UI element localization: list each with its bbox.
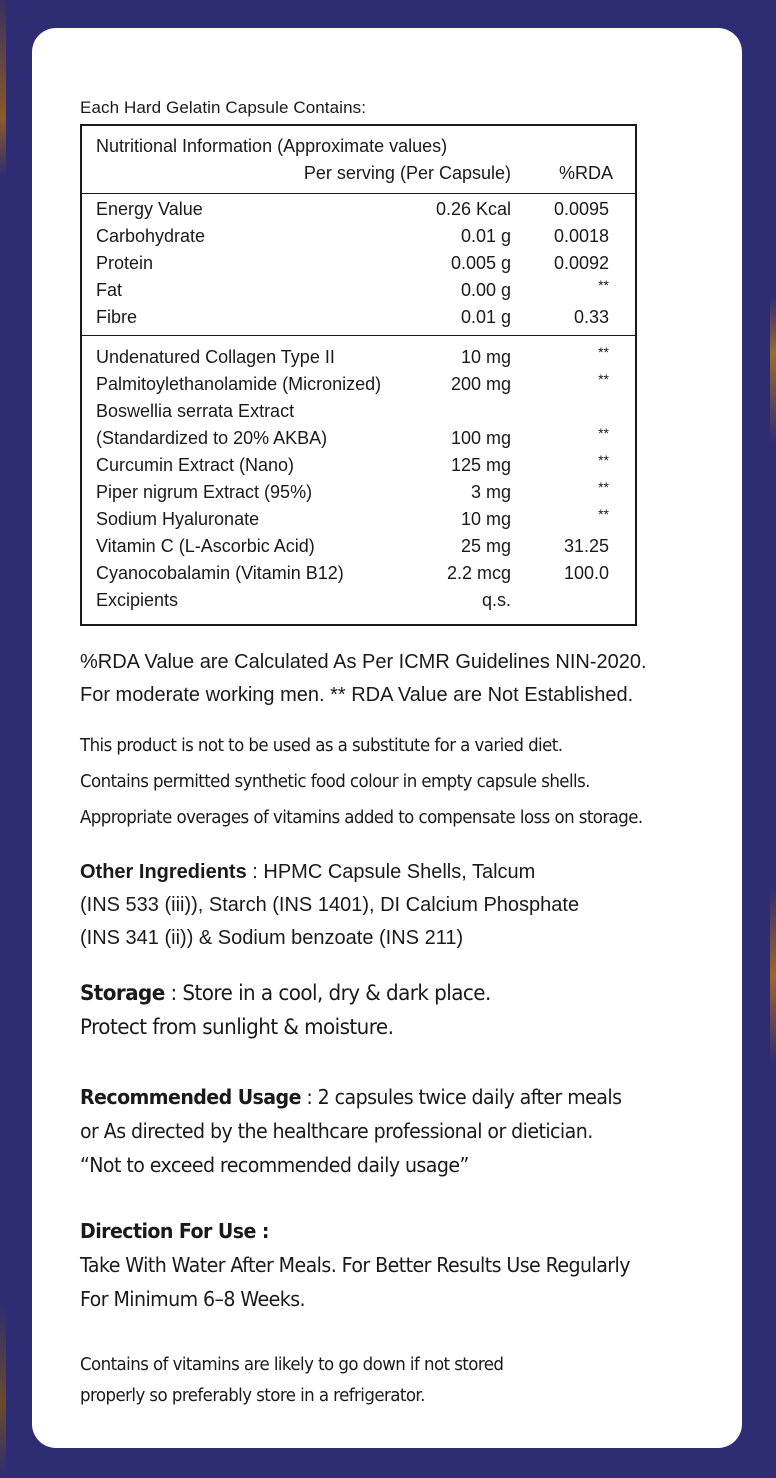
row-rda: ** — [598, 425, 609, 441]
row-name: Boswellia serrata Extract — [96, 401, 295, 421]
row-name: Curcumin Extract (Nano) — [96, 455, 295, 475]
storage-line: Protect from sunlight & moisture. — [80, 1015, 394, 1039]
other-ingredients-line: (INS 341 (ii)) & Sodium benzoate (INS 211) — [80, 927, 464, 949]
rda-note — [80, 646, 647, 712]
row-rda: ** — [598, 277, 609, 293]
disclaimer-line: Contains permitted synthetic food colour in empty capsule shells. — [80, 772, 590, 792]
table-row — [82, 398, 635, 425]
table-row — [82, 479, 635, 506]
storage-text: : Store in a cool, dry & dark place. — [164, 981, 491, 1005]
row-value: 10 mg — [460, 509, 511, 529]
rda-header: %RDA — [558, 163, 613, 183]
row-value: 0.01 g — [460, 226, 511, 246]
table-row — [82, 587, 635, 614]
row-name: Undenatured Collagen Type II — [96, 347, 335, 367]
row-value: 2.2 mcg — [446, 563, 511, 583]
row-rda: 0.0095 — [553, 199, 609, 219]
disclaimer-line: This product is not to be used as a substitute for a varied diet. — [80, 736, 563, 756]
row-value: 100 mg — [450, 428, 511, 448]
disclaimer — [80, 728, 643, 836]
row-value: 0.26 Kcal — [435, 199, 511, 219]
row-rda: ** — [598, 452, 609, 468]
recommended-usage — [80, 1080, 621, 1182]
table-row — [82, 452, 635, 479]
row-rda: ** — [598, 344, 609, 360]
table-row — [82, 277, 635, 304]
row-name: Energy Value — [96, 199, 203, 219]
row-name: Vitamin C (L-Ascorbic Acid) — [96, 536, 315, 556]
row-name: Palmitoylethanolamide (Micronized) — [96, 374, 382, 394]
row-value: 0.01 g — [460, 307, 511, 327]
row-rda: 0.33 — [573, 307, 609, 327]
row-rda: ** — [598, 371, 609, 387]
table-row — [82, 371, 635, 398]
rda-note-line: For moderate working men. ** RDA Value are Not Established. — [80, 684, 634, 706]
row-value: 3 mg — [470, 482, 511, 502]
capsule-caption: Each Hard Gelatin Capsule Contains: — [80, 98, 367, 117]
footnote-line: Contains of vitamins are likely to go down if not stored — [80, 1355, 504, 1375]
row-value: 0.005 g — [450, 253, 511, 273]
nutrition-section — [82, 194, 635, 336]
nutrition-table — [80, 124, 637, 626]
row-name: (Standardized to 20% AKBA) — [96, 428, 328, 448]
disclaimer-line: Appropriate overages of vitamins added to compensate loss on storage. — [80, 808, 643, 828]
direction-for-use — [80, 1214, 630, 1316]
row-name: Piper nigrum Extract (95%) — [96, 482, 313, 502]
table-row — [82, 506, 635, 533]
table-row — [82, 560, 635, 587]
other-ingredients-label: Other Ingredients — [80, 861, 247, 883]
direction-label: Direction For Use : — [80, 1219, 269, 1243]
footnote-line: properly so preferably store in a refrigerator. — [80, 1386, 425, 1406]
row-name: Protein — [96, 253, 154, 273]
other-ingredients — [80, 856, 579, 955]
usage-text: : 2 capsules twice daily after meals — [300, 1085, 622, 1109]
table-row — [82, 250, 635, 277]
row-name: Fibre — [96, 307, 138, 327]
row-value: 25 mg — [460, 536, 511, 556]
row-value: q.s. — [481, 590, 511, 610]
row-name: Excipients — [96, 590, 179, 610]
table-row — [82, 425, 635, 452]
storage — [80, 976, 491, 1044]
row-name: Fat — [96, 280, 123, 300]
usage-line: or As directed by the healthcare professional or dietician. — [80, 1119, 593, 1143]
row-rda: 0.0092 — [553, 253, 609, 273]
ingredients-section — [82, 336, 635, 626]
table-title: Nutritional Information (Approximate values) — [96, 136, 448, 156]
row-rda: ** — [598, 506, 609, 522]
direction-line: Take With Water After Meals. For Better Results Use Regularly — [80, 1253, 630, 1277]
left-edge-decoration — [0, 0, 6, 1478]
serving-header: Per serving (Per Capsule) — [303, 163, 511, 183]
row-rda: ** — [598, 479, 609, 495]
table-header — [82, 126, 635, 194]
row-value: 10 mg — [460, 347, 511, 367]
table-row — [82, 223, 635, 250]
row-value: 0.00 g — [460, 280, 511, 300]
other-ingredients-line: (INS 533 (iii)), Starch (INS 1401), DI Calcium Phosphate — [80, 894, 580, 916]
table-row — [82, 533, 635, 560]
storage-label: Storage — [80, 981, 165, 1005]
storage-footnote — [80, 1350, 503, 1412]
table-row — [82, 304, 635, 331]
table-row — [82, 344, 635, 371]
usage-line: “Not to exceed recommended daily usage” — [80, 1153, 469, 1177]
usage-label: Recommended Usage — [80, 1085, 301, 1109]
right-edge-decoration — [770, 0, 776, 1478]
row-name: Carbohydrate — [96, 226, 206, 246]
other-ingredients-text: : HPMC Capsule Shells, Talcum — [246, 861, 536, 883]
table-row — [82, 196, 635, 223]
row-value: 200 mg — [450, 374, 511, 394]
row-rda: 0.0018 — [553, 226, 609, 246]
row-name: Cyanocobalamin (Vitamin B12) — [96, 563, 344, 583]
row-rda: 100.0 — [563, 563, 609, 583]
row-value: 125 mg — [450, 455, 511, 475]
rda-note-line: %RDA Value are Calculated As Per ICMR Guidelines NIN-2020. — [80, 651, 647, 673]
row-name: Sodium Hyaluronate — [96, 509, 260, 529]
direction-line: For Minimum 6–8 Weeks. — [80, 1287, 306, 1311]
row-rda: 31.25 — [563, 536, 609, 556]
